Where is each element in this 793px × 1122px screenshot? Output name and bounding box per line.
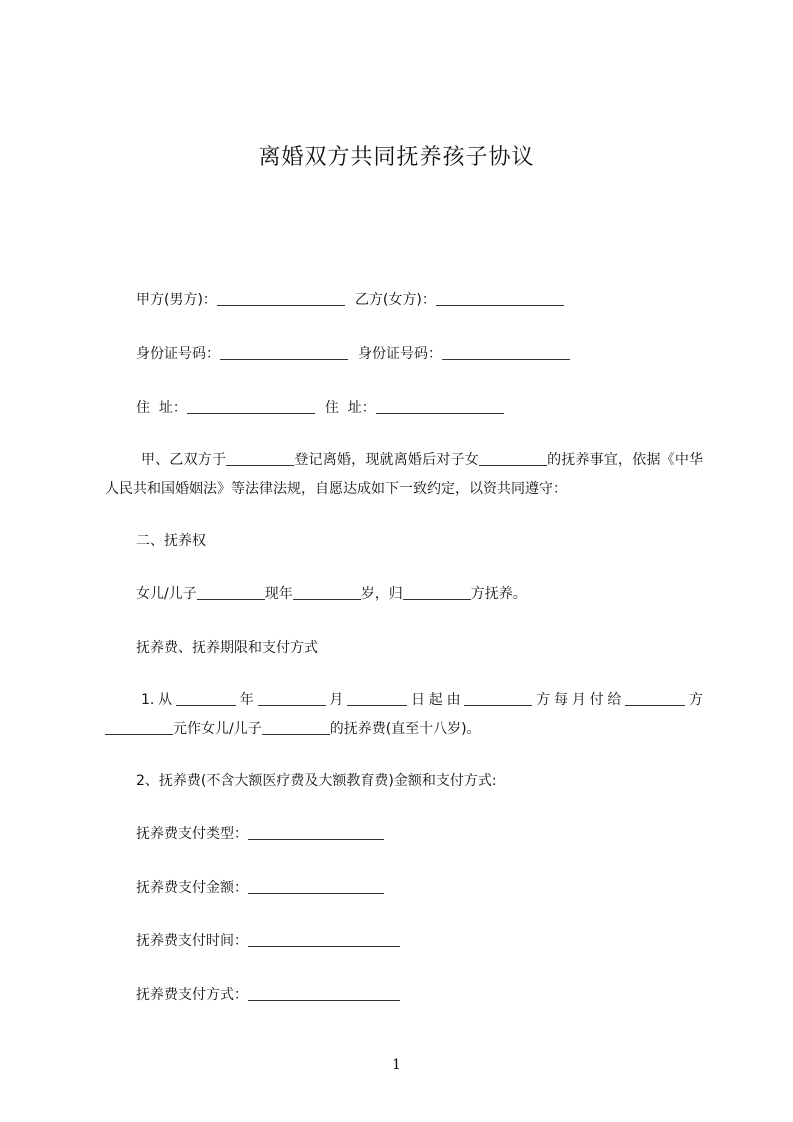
custody-text-2: 现年 [264,586,293,602]
item1-text-3: 月 [325,692,348,708]
id-label-b: 身份证号码： [358,346,442,362]
intro-text-3: 的抚养事宜，依据《中华人民共和国婚姻法》等法律法规，自愿达成如下一致约定，以资共同遵守： [105,452,704,497]
fee-type-label: 抚养费支付类型： [136,826,248,842]
fee-time-blank[interactable] [248,932,400,947]
fee-time-line [136,931,400,951]
page-number: 1 [392,1057,401,1073]
address-b-blank[interactable] [376,399,504,414]
start-day-blank[interactable] [347,691,407,706]
monthly-amount-blank[interactable] [105,720,173,735]
fee-amount-line [136,878,384,898]
party-b-label: 乙方(女方)： [354,292,436,308]
party-b-blank[interactable] [436,291,564,306]
divorce-date-blank[interactable] [226,451,294,466]
item1-text-2: 年 [235,692,258,708]
custody-text-4: 方抚养。 [470,586,527,602]
child-name-blank[interactable] [479,451,547,466]
fee-amount-label: 抚养费支付金额： [136,880,248,896]
start-year-blank[interactable] [176,691,236,706]
child-name-blank-3[interactable] [262,720,330,735]
id-a-blank[interactable] [220,345,348,360]
payer-blank[interactable] [464,691,532,706]
party-line [136,290,564,310]
child-name-blank-2[interactable] [197,585,265,600]
id-line [136,344,570,364]
item1-paragraph [105,686,703,744]
start-month-blank[interactable] [258,691,326,706]
item2-heading: 2、抚养费(不含大额医疗费及大额教育费)金额和支付方式: [136,773,497,789]
intro-paragraph [105,446,703,504]
custodian-blank[interactable] [403,585,471,600]
item1-text-7: 元作女儿/儿子 [173,721,262,737]
fee-time-label: 抚养费支付时间： [136,933,248,949]
intro-text-2: 登记离婚，现就离婚后对子女 [294,452,479,468]
item1-text-6: 方 [685,692,704,708]
address-label-a: 住 址： [136,400,187,416]
fee-amount-blank[interactable] [248,879,384,894]
page-title: 离婚双方共同抚养孩子协议 [258,145,535,170]
item1-text-5: 方每月付给 [532,692,626,708]
custody-text-1: 女儿/儿子 [136,586,197,602]
address-label-b: 住 址： [324,400,376,416]
fee-method-blank[interactable] [248,986,400,1001]
address-line [136,398,504,418]
item1-text-4: 日起由 [407,692,465,708]
party-a-blank[interactable] [217,291,345,306]
fee-method-label: 抚养费支付方式： [136,987,248,1003]
custody-text-3: 岁，归 [360,586,403,602]
fee-type-line [136,824,384,844]
fee-type-blank[interactable] [248,825,384,840]
custody-line [136,584,527,604]
section-fee-heading: 抚养费、抚养期限和支付方式 [136,640,318,656]
id-b-blank[interactable] [442,345,570,360]
party-a-label: 甲方(男方)： [136,292,217,308]
section-custody-heading: 二、抚养权 [136,533,206,549]
item1-text-8: 的抚养费(直至十八岁)。 [329,721,481,737]
item1-text-1: 1.从 [141,692,176,708]
address-a-blank[interactable] [187,399,315,414]
fee-method-line [136,985,400,1005]
payee-blank[interactable] [625,691,685,706]
id-label-a: 身份证号码： [136,346,220,362]
intro-text-1: 甲、乙双方于 [141,452,227,468]
child-age-blank[interactable] [293,585,361,600]
